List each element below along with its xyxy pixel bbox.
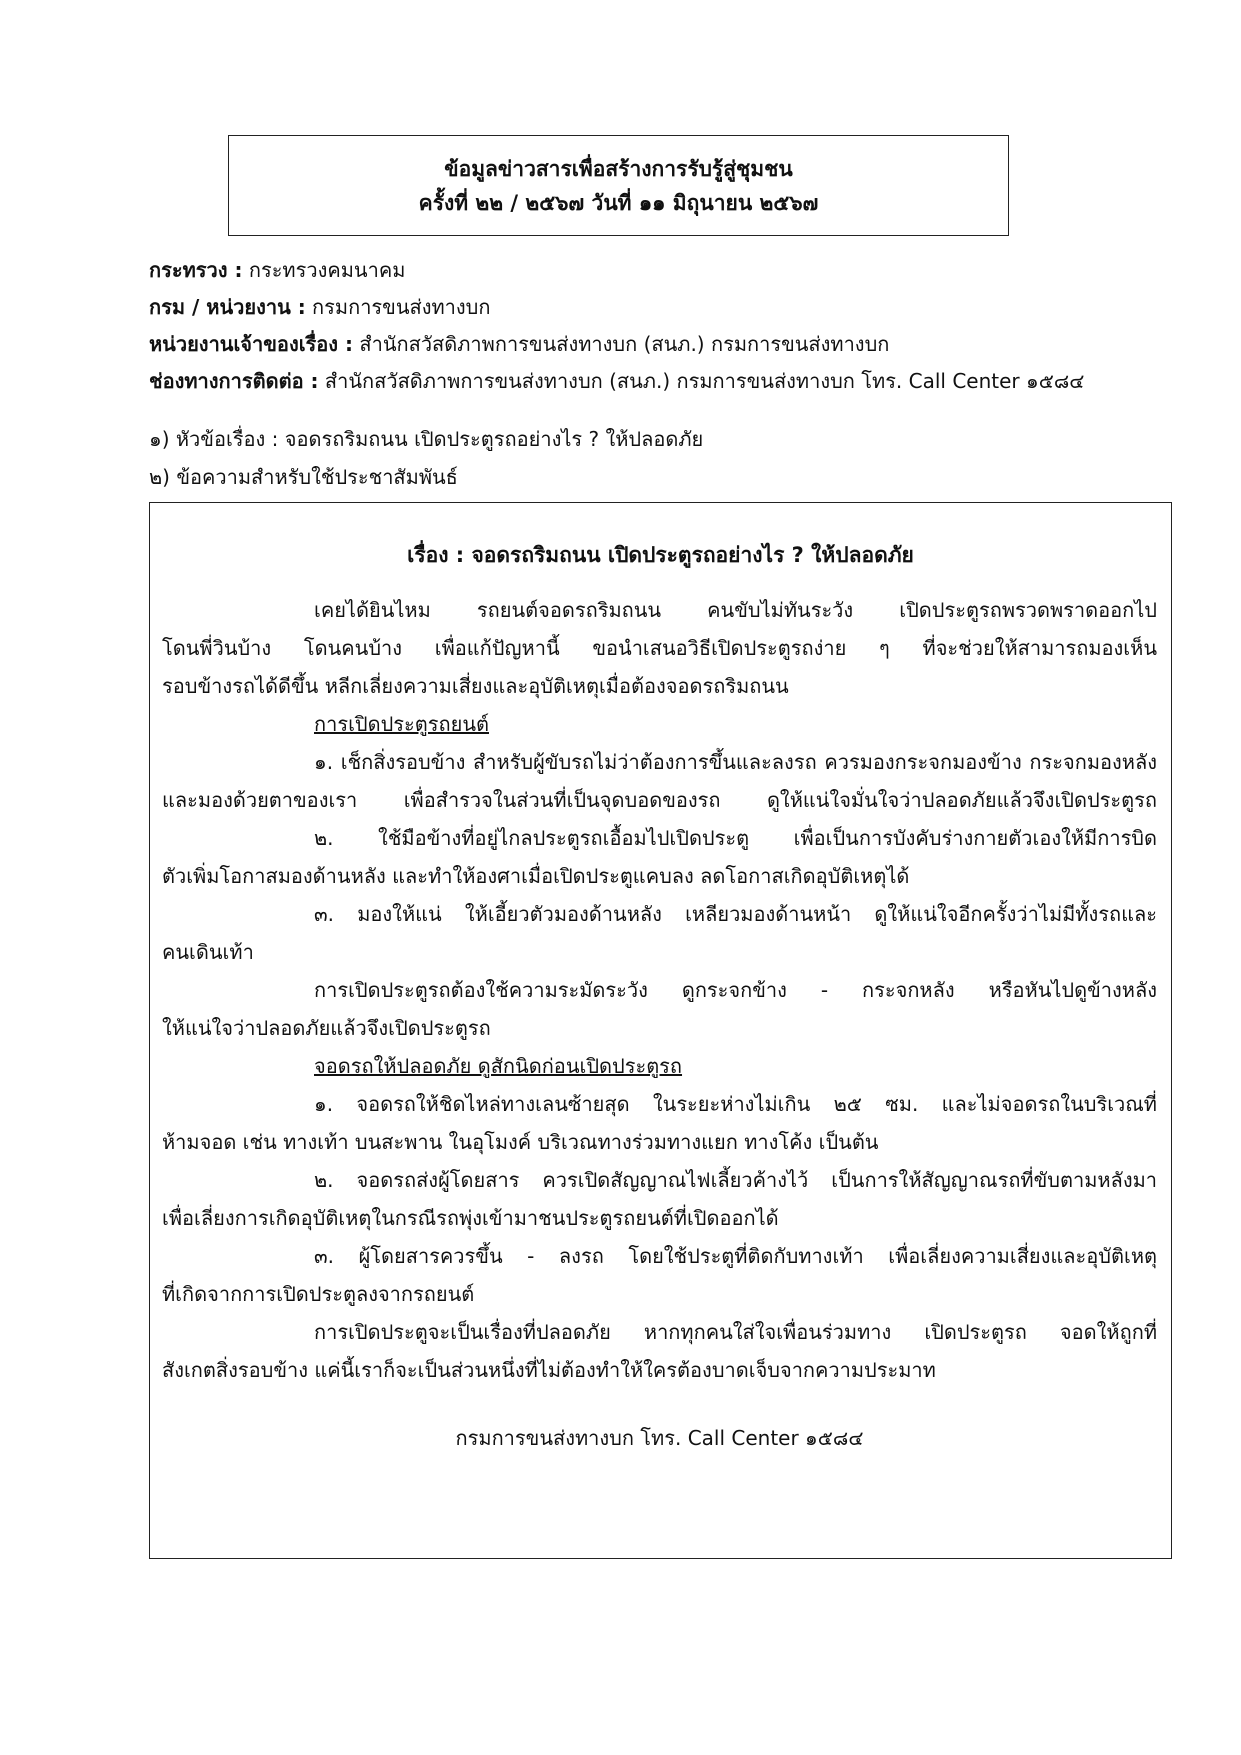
meta-label: กระทรวง :: [149, 258, 243, 282]
article-line: รอบข้างรถได้ดีขึ้น หลีกเลี่ยงความเสี่ยงและอุบัติเหตุเมื่อต้องจอดรถริมถนน: [162, 674, 789, 698]
bulletin-header-box: [228, 135, 1009, 236]
article-line: การเปิดประตูรถต้องใช้ความระมัดระวัง ดูกระจกข้าง - กระจกหลัง หรือหันไปดูข้างหลัง: [314, 978, 1157, 1002]
article-line: ห้ามจอด เช่น ทางเท้า บนสะพาน ในอุโมงค์ บริเวณทางร่วมทางแยก ทางโค้ง เป็นต้น: [162, 1130, 879, 1154]
article-line: ๒. จอดรถส่งผู้โดยสาร ควรเปิดสัญญาณไฟเลี้ยวค้างไว้ เป็นการให้สัญญาณรถที่ขับตามหลังมา: [314, 1168, 1157, 1192]
article-line: ๑. เช็กสิ่งรอบข้าง สำหรับผู้ขับรถไม่ว่าต้องการขึ้นและลงรถ ควรมองกระจกมองข้าง กระจกมองหลัง: [314, 750, 1157, 774]
meta-label: ช่องทางการติดต่อ :: [149, 369, 319, 393]
meta-label: หน่วยงานเจ้าของเรื่อง :: [149, 332, 354, 356]
metadata-section: [149, 252, 1149, 400]
bulletin-title: ข้อมูลข่าวสารเพื่อสร้างการรับรู้สู่ชุมชน: [444, 156, 793, 181]
article-line: ๓. ผู้โดยสารควรขึ้น - ลงรถ โดยใช้ประตูที่ติดกับทางเท้า เพื่อเลี่ยงความเสี่ยงและอุบัติเหตุ: [314, 1244, 1157, 1268]
numbered-items: [149, 420, 703, 496]
meta-label: กรม / หน่วยงาน :: [149, 295, 306, 319]
meta-owner-unit: [149, 326, 1149, 363]
article-line: เคยได้ยินไหม รถยนต์จอดรถริมถนน คนขับไม่ทันระวัง เปิดประตูรถพรวดพราดออกไป: [314, 598, 1157, 622]
article-title: เรื่อง : จอดรถริมถนน เปิดประตูรถอย่างไร ? ให้ปลอดภัย: [407, 543, 914, 567]
meta-value: กระทรวงคมนาคม: [242, 258, 406, 282]
article-footer-contact: กรมการขนส่งทางบก โทร. Call Center ๑๕๘๔: [455, 1426, 864, 1450]
meta-department: [149, 289, 1149, 326]
spacer: [162, 1389, 1157, 1419]
article-line: การเปิดประตูจะเป็นเรื่องที่ปลอดภัย หากทุกคนใส่ใจเพื่อนร่วมทาง เปิดประตูรถ จอดให้ถูกที่: [314, 1320, 1157, 1344]
article-line: โดนพี่วินบ้าง โดนคนบ้าง เพื่อแก้ปัญหานี้ ขอนำเสนอวิธีเปิดประตูรถง่าย ๆ ที่จะช่วยให้สามารถมองเห็น: [162, 636, 1157, 660]
article-line: เพื่อเลี่ยงการเกิดอุบัติเหตุในกรณีรถพุ่งเข้ามาชนประตูรถยนต์ที่เปิดออกได้: [162, 1206, 779, 1230]
article-line: ตัวเพิ่มโอกาสมองด้านหลัง และทำให้องศาเมื่อเปิดประตูแคบลง ลดโอกาสเกิดอุบัติเหตุได้: [162, 864, 910, 888]
article-line: ให้แน่ใจว่าปลอดภัยแล้วจึงเปิดประตูรถ: [162, 1016, 491, 1040]
item-topic: ๑) หัวข้อเรื่อง : จอดรถริมถนน เปิดประตูรถอย่างไร ? ให้ปลอดภัย: [149, 427, 704, 451]
meta-ministry: [149, 252, 1149, 289]
bulletin-issue-date: ครั้งที่ ๒๒ / ๒๕๖๗ วันที่ ๑๑ มิถุนายน ๒๕๖๗: [418, 190, 819, 215]
section-heading: [162, 1047, 1157, 1085]
meta-value: กรมการขนส่งทางบก: [305, 295, 491, 319]
article-box: [149, 502, 1172, 1559]
article-line: ๑. จอดรถให้ชิดไหล่ทางเลนซ้ายสุด ในระยะห่างไม่เกิน ๒๕ ซม. และไม่จอดรถในบริเวณที่: [314, 1092, 1157, 1116]
article-line: ที่เกิดจากการเปิดประตูลงจากรถยนต์: [162, 1282, 475, 1306]
article-line: ๓. มองให้แน่ ให้เอี้ยวตัวมองด้านหลัง เหลียวมองด้านหน้า ดูให้แน่ใจอีกครั้งว่าไม่มีทั้งรถและ: [314, 902, 1157, 926]
section-heading-text: การเปิดประตูรถยนต์: [314, 712, 489, 736]
meta-contact: [149, 363, 1149, 400]
section-heading: [162, 705, 1157, 743]
article-line: ๒. ใช้มือข้างที่อยู่ไกลประตูรถเอื้อมไปเปิดประตู เพื่อเป็นการบังคับร่างกายตัวเองให้มีการบิด: [314, 826, 1157, 850]
item-pr-message: ๒) ข้อความสำหรับใช้ประชาสัมพันธ์: [149, 465, 458, 489]
article-body: [162, 591, 1157, 1457]
section-heading-text: จอดรถให้ปลอดภัย ดูสักนิดก่อนเปิดประตูรถ: [314, 1054, 683, 1078]
meta-value: สำนักสวัสดิภาพการขนส่งทางบก (สนภ.) กรมการขนส่งทางบก โทร. Call Center ๑๕๘๔: [318, 369, 1085, 393]
article-line: และมองด้วยตาของเรา เพื่อสำรวจในส่วนที่เป็นจุดบอดของรถ ดูให้แน่ใจมั่นใจว่าปลอดภัยแล้วจึงเปิดประตูรถ: [162, 788, 1157, 812]
article-line: คนเดินเท้า: [162, 940, 254, 964]
article-line: สังเกตสิ่งรอบข้าง แค่นี้เราก็จะเป็นส่วนหนึ่งที่ไม่ต้องทำให้ใครต้องบาดเจ็บจากความประมาท: [162, 1358, 936, 1382]
meta-value: สำนักสวัสดิภาพการขนส่งทางบก (สนภ.) กรมการขนส่งทางบก: [353, 332, 890, 356]
